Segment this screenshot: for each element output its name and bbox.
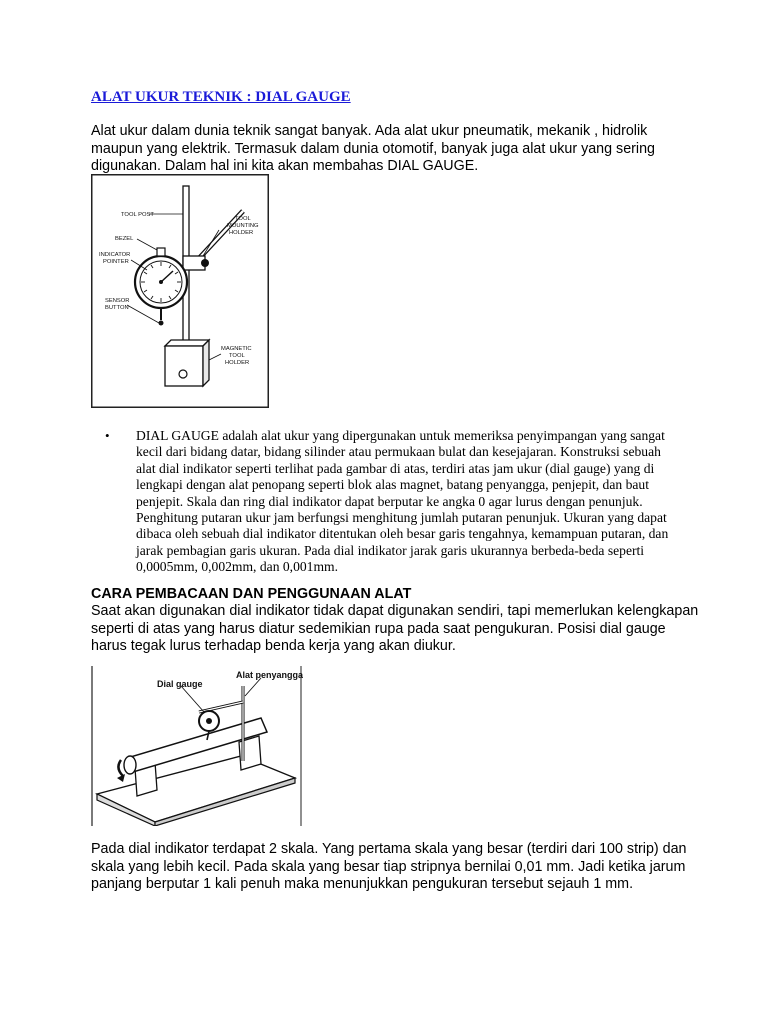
bullet-line: jarak pembagian garis ukuran. Pada dial indikator jarak garis ukurannya berbeda-beda seperti	[136, 542, 645, 558]
label-holder: HOLDER	[229, 230, 254, 236]
bullet-line: penjepit. Skala dan ring dial indikator dapat berputar ke angka 0 agar lurus dengan penunjuk.	[136, 493, 643, 509]
bullet-list-item	[105, 428, 669, 576]
bullet-line: DIAL GAUGE adalah alat ukur yang dipergunakan untuk memeriksa penyimpangan yang sangat	[136, 428, 665, 443]
label-holder-2: HOLDER	[225, 360, 250, 366]
bullet-line: Penghitung putaran ukur jam berfungsi menghitung jumlah putaran penunjuk. Ukuran yang dapat	[136, 510, 667, 526]
closing-line: panjang berputar 1 kali penuh maka menunjukkan pengukuran tersebut sejauh 1 mm.	[91, 876, 634, 892]
section2-line: harus tegak lurus terhadap benda kerja yang akan diukur.	[91, 638, 456, 654]
label-tool: TOOL	[235, 216, 251, 222]
shaft-measurement-illustration	[91, 666, 303, 826]
closing-line: skala yang lebih kecil. Pada skala yang besar tiap stripnya bernilai 0,01 mm. Jadi ketika jarum	[91, 858, 686, 875]
intro-paragraph	[91, 123, 655, 176]
dial-gauge-stand-illustration	[91, 174, 269, 408]
bullet-line: alat dial indikator seperti terlihat pada gambar di atas, terdiri atas jam ukur (dial gauge) yang di	[136, 460, 655, 476]
bullet-line: 0,0005mm, 0,002mm, dan 0,001mm.	[136, 559, 339, 575]
label-sensor: SENSOR	[105, 298, 130, 304]
section-heading: CARA PEMBACAAN DAN PENGGUNAAN ALAT	[91, 586, 412, 602]
section2-line: Saat akan digunakan dial indikator tidak dapat digunakan sendiri, tapi memerlukan kelengkapan	[91, 603, 699, 619]
label-alat-penyangga: Alat penyangga	[236, 670, 303, 680]
shaft-measurement-figure	[91, 666, 303, 826]
label-bezel: BEZEL	[115, 236, 134, 242]
label-magnetic: MAGNETIC	[221, 346, 252, 352]
intro-line: digunakan. Dalam hal ini kita akan membahas DIAL GAUGE.	[91, 158, 479, 174]
label-tool-2: TOOL	[229, 353, 245, 359]
label-mounting: MOUNTING	[227, 223, 259, 229]
intro-line: maupun yang elektrik. Termasuk dalam dunia otomotif, banyak juga alat ukur yang sering	[91, 140, 655, 157]
intro-line: Alat ukur dalam dunia teknik sangat banyak. Ada alat ukur pneumatik, mekanik , hidrolik	[91, 123, 648, 139]
label-tool-post: TOOL POST	[121, 212, 154, 218]
bullet-line: kecil dari bidang datar, bidang silinder atau permukaan bulat dan kesejajaran. Konstruksi sebuah	[136, 444, 661, 460]
label-pointer: POINTER	[103, 259, 129, 265]
label-button: BUTTON	[105, 305, 129, 311]
section2-line: seperti di atas yang harus diatur sedemikian rupa pada saat pengukuran. Posisi dial gauge	[91, 620, 666, 637]
closing-line: Pada dial indikator terdapat 2 skala. Yang pertama skala yang besar (terdiri dari 100 strip) dan	[91, 841, 687, 857]
section2-paragraph	[91, 603, 698, 656]
page-title[interactable]: ALAT UKUR TEKNIK : DIAL GAUGE	[91, 89, 351, 105]
bullet-line: lengkapi dengan alat penopang seperti blok alas magnet, batang penyangga, penjepit, dan baut	[136, 477, 649, 493]
dial-gauge-stand-figure	[91, 174, 269, 408]
label-indicator: INDICATOR	[99, 252, 131, 258]
bullet-marker: •	[105, 428, 110, 443]
label-dial-gauge: Dial gauge	[157, 679, 203, 689]
closing-paragraph	[91, 841, 687, 894]
bullet-line: dibaca oleh sebuah dial indikator ditentukan oleh besar garis tengahnya, kemampuan putaran, dan	[136, 526, 669, 542]
